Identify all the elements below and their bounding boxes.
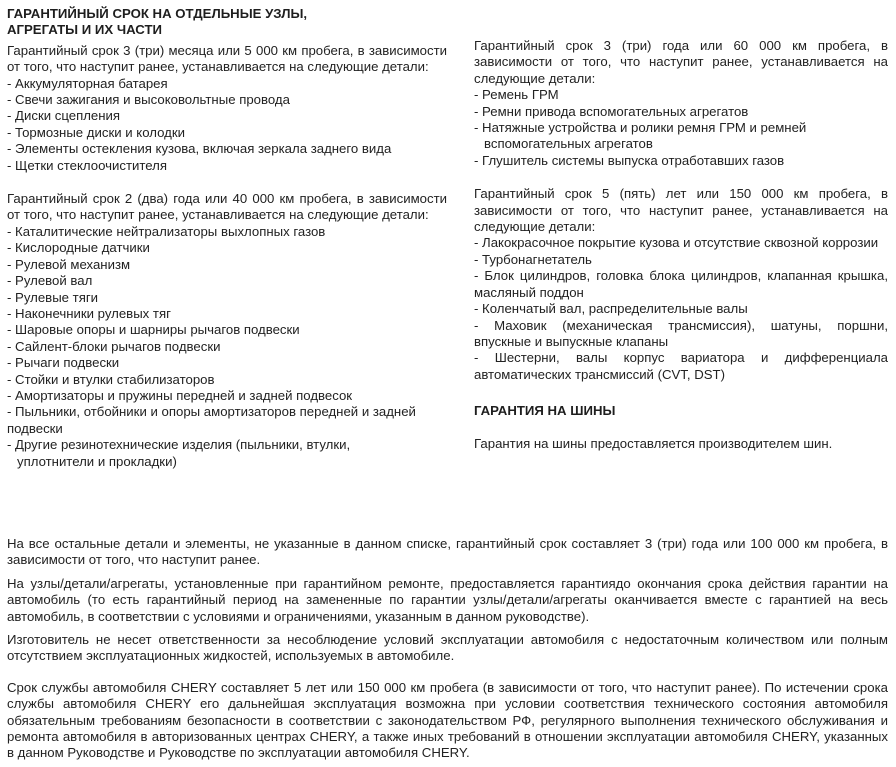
tires-warranty-heading: ГАРАНТИЯ НА ШИНЫ (474, 403, 616, 419)
list-item: - Блок цилиндров, головка блока цилиндров, клапанная крышка, масляный поддон (474, 268, 888, 300)
list-item: - Рулевой механизм (7, 256, 131, 272)
repair-warranty-paragraph: На узлы/детали/агрегаты, установленные при гарантийном ремонте, предоставляется гарантиядо окончания срока действия гарантии на автомобиль (то есть гарантийный период на замененные по гарантии узлы/детали/агрегаты оканчивается вместе с гарантией на весь автомобиль, в соответствии с условиями и ограничениями, указанным в данном руководстве). (7, 575, 888, 624)
list-item: - Шаровые опоры и шарниры рычагов подвески (7, 322, 300, 338)
service-life-paragraph: Срок службы автомобиля CHERY составляет 5 лет или 150 000 км пробега (в зависимости от того, что наступит ранее). По истечении срока службы автомобиля CHERY его дальнейшая эксплуатация возможна при условии соответствия технического состояния автомобиля обязательным требованиям безопасности в соответствии с законодательством РФ, регулярного выполнения технического обслуживания и ремонта автомобиля в авторизованных центрах CHERY, а также иных требований в отношении эксплуатации автомобиля CHERY, указанных в данном Руководстве и Руководстве по эксплуатации автомобиля CHERY. (7, 679, 888, 761)
list-item: - Каталитические нейтрализаторы выхлопных газов (7, 223, 326, 239)
list-item: - Тормозные диски и колодки (7, 124, 185, 140)
list-item: - Свечи зажигания и высоковольтные провода (7, 92, 290, 108)
list-item: - Глушитель системы выпуска отработавших газов (474, 152, 785, 168)
liability-paragraph: Изготовитель не несет ответственности за несоблюдение условий эксплуатации автомобиля с недостаточным количеством или полным отсутствием эксплуатационных жидкостей, используемых в автомобиле. (7, 632, 888, 664)
heading-line-2: АГРЕГАТЫ И ИХ ЧАСТИ (7, 22, 163, 38)
list-item: - Кислородные датчики (7, 240, 150, 256)
warranty-3-years-section (474, 38, 888, 169)
section-intro: Гарантийный срок 2 (два) года или 40 000 км пробега, в зависимости от того, что наступит ранее, устанавливается на следующие детали: (7, 191, 447, 223)
warranty-2-years-section (7, 191, 447, 470)
warranty-3-months-section (7, 43, 447, 174)
list-item: - Щетки стеклоочистителя (7, 157, 167, 173)
list-item: - Наконечники рулевых тяг (7, 305, 171, 321)
parts-warranty-heading (7, 6, 447, 39)
parts-list (7, 224, 447, 470)
list-item: - Рулевой вал (7, 273, 93, 289)
list-item: - Ремни привода вспомогательных агрегатов (474, 103, 749, 119)
tires-warranty-text: Гарантия на шины предоставляется производителем шин. (474, 435, 833, 451)
list-item: - Стойки и втулки стабилизаторов (7, 371, 215, 387)
list-item: - Сайлент-блоки рычагов подвески (7, 338, 221, 354)
list-item: - Аккумуляторная батарея (7, 75, 168, 91)
list-item: - Другие резинотехнические изделия (пыльники, втулки, уплотнители и прокладки) (7, 437, 351, 469)
list-item: - Рычаги подвески (7, 355, 120, 371)
right-column (474, 38, 888, 452)
list-item: - Коленчатый вал, распределительные валы (474, 301, 748, 317)
parts-list (474, 87, 888, 169)
warranty-5-years-section (474, 186, 888, 383)
list-item: - Диски сцепления (7, 108, 121, 124)
list-item: - Натяжные устройства и ролики ремня ГРМ и ремней вспомогательных агрегатов (474, 120, 807, 152)
list-item: - Ремень ГРМ (474, 87, 559, 103)
section-intro: Гарантийный срок 3 (три) года или 60 000 км пробега, в зависимости от того, что наступит ранее, устанавливается на следующие детали: (474, 38, 888, 86)
list-item: - Рулевые тяги (7, 289, 99, 305)
list-item: - Элементы остекления кузова, включая зеркала заднего вида (7, 141, 392, 157)
list-item: - Маховик (механическая трансмиссия), шатуны, поршни, впускные и выпускные клапаны (474, 317, 888, 349)
heading-line-1: ГАРАНТИЙНЫЙ СРОК НА ОТДЕЛЬНЫЕ УЗЛЫ, (7, 6, 308, 21)
list-item: - Амортизаторы и пружины передней и задней подвесок (7, 387, 353, 403)
list-item: - Турбонагнетатель (474, 251, 592, 267)
left-column (7, 6, 447, 470)
list-item: - Шестерни, валы корпус вариатора и дифференциала автоматических трансмиссий (CVT, DST) (474, 350, 888, 382)
parts-list (7, 76, 447, 174)
list-item: - Пыльники, отбойники и опоры амортизаторов передней и задней подвески (7, 404, 416, 436)
section-intro: Гарантийный срок 3 (три) месяца или 5 000 км пробега, в зависимости от того, что наступит ранее, устанавливается на следующие детали: (7, 42, 447, 75)
section-intro: Гарантийный срок 5 (пять) лет или 150 000 км пробега, в зависимости от того, что наступит ранее, устанавливается на следующие детали: (474, 186, 888, 235)
other-parts-paragraph: На все остальные детали и элементы, не указанные в данном списке, гарантийный срок составляет 3 (три) года или 100 000 км пробега, в зависимости от того, что наступит ранее. (7, 536, 888, 568)
list-item: - Лакокрасочное покрытие кузова и отсутствие сквозной коррозии (474, 235, 879, 251)
parts-list (474, 235, 888, 383)
general-terms (7, 536, 888, 762)
